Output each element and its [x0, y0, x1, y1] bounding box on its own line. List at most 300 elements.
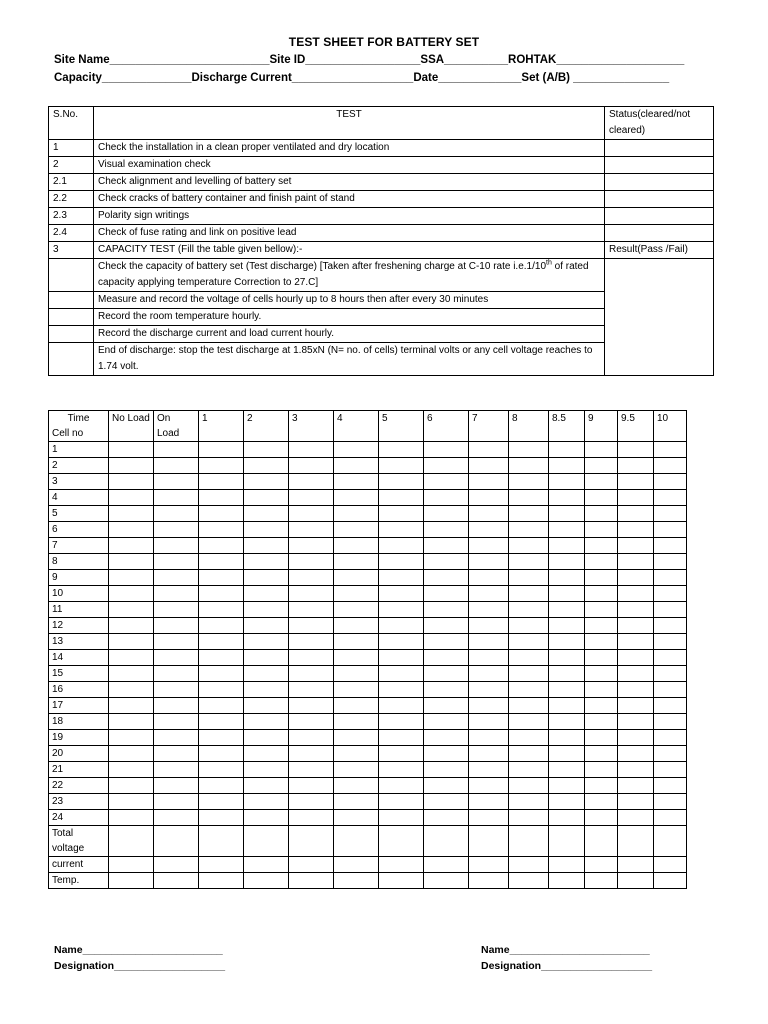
grid-entry-cell[interactable]	[585, 730, 618, 746]
grid-entry-cell[interactable]	[654, 730, 687, 746]
grid-entry-cell[interactable]	[509, 490, 549, 506]
grid-entry-cell[interactable]	[379, 873, 424, 889]
grid-entry-cell[interactable]	[585, 570, 618, 586]
grid-entry-cell[interactable]	[424, 602, 469, 618]
grid-entry-cell[interactable]	[154, 714, 199, 730]
grid-entry-cell[interactable]	[424, 762, 469, 778]
grid-entry-cell[interactable]	[654, 554, 687, 570]
grid-entry-cell[interactable]	[469, 746, 509, 762]
grid-entry-cell[interactable]	[424, 794, 469, 810]
grid-entry-cell[interactable]	[469, 682, 509, 698]
grid-entry-cell[interactable]	[654, 522, 687, 538]
grid-entry-cell[interactable]	[154, 490, 199, 506]
grid-entry-cell[interactable]	[244, 554, 289, 570]
grid-entry-cell[interactable]	[379, 746, 424, 762]
grid-entry-cell[interactable]	[109, 857, 154, 873]
grid-entry-cell[interactable]	[549, 570, 585, 586]
grid-entry-cell[interactable]	[509, 634, 549, 650]
grid-entry-cell[interactable]	[154, 634, 199, 650]
grid-entry-cell[interactable]	[244, 778, 289, 794]
grid-entry-cell[interactable]	[549, 810, 585, 826]
grid-entry-cell[interactable]	[469, 458, 509, 474]
grid-entry-cell[interactable]	[244, 730, 289, 746]
grid-entry-cell[interactable]	[469, 618, 509, 634]
grid-entry-cell[interactable]	[334, 618, 379, 634]
grid-entry-cell[interactable]	[334, 746, 379, 762]
grid-entry-cell[interactable]	[549, 522, 585, 538]
grid-entry-cell[interactable]	[109, 602, 154, 618]
grid-entry-cell[interactable]	[585, 474, 618, 490]
grid-entry-cell[interactable]	[289, 570, 334, 586]
grid-entry-cell[interactable]	[289, 873, 334, 889]
grid-entry-cell[interactable]	[334, 810, 379, 826]
grid-entry-cell[interactable]	[334, 857, 379, 873]
grid-entry-cell[interactable]	[509, 538, 549, 554]
grid-entry-cell[interactable]	[109, 730, 154, 746]
grid-entry-cell[interactable]	[654, 458, 687, 474]
grid-entry-cell[interactable]	[109, 458, 154, 474]
grid-entry-cell[interactable]	[199, 666, 244, 682]
grid-entry-cell[interactable]	[109, 666, 154, 682]
grid-entry-cell[interactable]	[654, 714, 687, 730]
grid-entry-cell[interactable]	[424, 474, 469, 490]
grid-entry-cell[interactable]	[654, 762, 687, 778]
grid-entry-cell[interactable]	[654, 490, 687, 506]
grid-entry-cell[interactable]	[585, 666, 618, 682]
grid-entry-cell[interactable]	[424, 522, 469, 538]
grid-entry-cell[interactable]	[334, 506, 379, 522]
grid-entry-cell[interactable]	[379, 762, 424, 778]
grid-entry-cell[interactable]	[244, 826, 289, 857]
grid-entry-cell[interactable]	[109, 618, 154, 634]
grid-entry-cell[interactable]	[549, 634, 585, 650]
grid-entry-cell[interactable]	[289, 490, 334, 506]
grid-entry-cell[interactable]	[154, 570, 199, 586]
grid-entry-cell[interactable]	[509, 586, 549, 602]
grid-entry-cell[interactable]	[424, 826, 469, 857]
grid-entry-cell[interactable]	[334, 474, 379, 490]
grid-entry-cell[interactable]	[199, 506, 244, 522]
grid-entry-cell[interactable]	[289, 714, 334, 730]
grid-entry-cell[interactable]	[618, 698, 654, 714]
grid-entry-cell[interactable]	[585, 714, 618, 730]
grid-entry-cell[interactable]	[199, 778, 244, 794]
grid-entry-cell[interactable]	[654, 778, 687, 794]
grid-entry-cell[interactable]	[244, 586, 289, 602]
grid-entry-cell[interactable]	[618, 618, 654, 634]
grid-entry-cell[interactable]	[585, 586, 618, 602]
grid-entry-cell[interactable]	[509, 873, 549, 889]
grid-entry-cell[interactable]	[424, 538, 469, 554]
grid-entry-cell[interactable]	[469, 714, 509, 730]
grid-entry-cell[interactable]	[469, 826, 509, 857]
grid-entry-cell[interactable]	[154, 474, 199, 490]
grid-entry-cell[interactable]	[654, 826, 687, 857]
grid-entry-cell[interactable]	[289, 506, 334, 522]
grid-entry-cell[interactable]	[199, 826, 244, 857]
grid-entry-cell[interactable]	[585, 602, 618, 618]
grid-entry-cell[interactable]	[424, 714, 469, 730]
grid-entry-cell[interactable]	[289, 666, 334, 682]
grid-entry-cell[interactable]	[379, 458, 424, 474]
grid-entry-cell[interactable]	[379, 857, 424, 873]
grid-entry-cell[interactable]	[244, 570, 289, 586]
grid-entry-cell[interactable]	[334, 666, 379, 682]
grid-entry-cell[interactable]	[509, 698, 549, 714]
grid-entry-cell[interactable]	[654, 857, 687, 873]
grid-entry-cell[interactable]	[585, 554, 618, 570]
grid-entry-cell[interactable]	[618, 746, 654, 762]
grid-entry-cell[interactable]	[289, 554, 334, 570]
grid-entry-cell[interactable]	[509, 474, 549, 490]
grid-entry-cell[interactable]	[154, 538, 199, 554]
grid-entry-cell[interactable]	[585, 810, 618, 826]
grid-entry-cell[interactable]	[154, 554, 199, 570]
grid-entry-cell[interactable]	[509, 442, 549, 458]
grid-entry-cell[interactable]	[379, 794, 424, 810]
grid-entry-cell[interactable]	[549, 506, 585, 522]
grid-entry-cell[interactable]	[585, 746, 618, 762]
grid-entry-cell[interactable]	[469, 602, 509, 618]
grid-entry-cell[interactable]	[424, 506, 469, 522]
grid-entry-cell[interactable]	[549, 490, 585, 506]
grid-entry-cell[interactable]	[289, 810, 334, 826]
grid-entry-cell[interactable]	[289, 746, 334, 762]
grid-entry-cell[interactable]	[549, 714, 585, 730]
grid-entry-cell[interactable]	[509, 682, 549, 698]
grid-entry-cell[interactable]	[379, 442, 424, 458]
grid-entry-cell[interactable]	[509, 730, 549, 746]
grid-entry-cell[interactable]	[424, 554, 469, 570]
grid-entry-cell[interactable]	[585, 650, 618, 666]
grid-entry-cell[interactable]	[154, 666, 199, 682]
grid-entry-cell[interactable]	[549, 618, 585, 634]
grid-entry-cell[interactable]	[469, 474, 509, 490]
grid-entry-cell[interactable]	[618, 586, 654, 602]
grid-entry-cell[interactable]	[618, 490, 654, 506]
grid-entry-cell[interactable]	[379, 650, 424, 666]
grid-entry-cell[interactable]	[618, 826, 654, 857]
grid-entry-cell[interactable]	[109, 586, 154, 602]
grid-entry-cell[interactable]	[469, 522, 509, 538]
grid-entry-cell[interactable]	[244, 522, 289, 538]
grid-entry-cell[interactable]	[424, 490, 469, 506]
grid-entry-cell[interactable]	[199, 554, 244, 570]
grid-entry-cell[interactable]	[244, 698, 289, 714]
grid-entry-cell[interactable]	[618, 522, 654, 538]
grid-entry-cell[interactable]	[549, 682, 585, 698]
grid-entry-cell[interactable]	[109, 490, 154, 506]
grid-entry-cell[interactable]	[334, 554, 379, 570]
grid-entry-cell[interactable]	[109, 474, 154, 490]
grid-entry-cell[interactable]	[549, 650, 585, 666]
grid-entry-cell[interactable]	[585, 634, 618, 650]
grid-entry-cell[interactable]	[379, 730, 424, 746]
grid-entry-cell[interactable]	[289, 650, 334, 666]
grid-entry-cell[interactable]	[379, 682, 424, 698]
grid-entry-cell[interactable]	[618, 794, 654, 810]
grid-entry-cell[interactable]	[424, 746, 469, 762]
grid-entry-cell[interactable]	[549, 586, 585, 602]
grid-entry-cell[interactable]	[109, 714, 154, 730]
grid-entry-cell[interactable]	[289, 602, 334, 618]
grid-entry-cell[interactable]	[244, 873, 289, 889]
grid-entry-cell[interactable]	[154, 506, 199, 522]
grid-entry-cell[interactable]	[109, 746, 154, 762]
grid-entry-cell[interactable]	[379, 810, 424, 826]
grid-entry-cell[interactable]	[289, 682, 334, 698]
grid-entry-cell[interactable]	[289, 474, 334, 490]
grid-entry-cell[interactable]	[109, 506, 154, 522]
grid-entry-cell[interactable]	[334, 586, 379, 602]
grid-entry-cell[interactable]	[509, 506, 549, 522]
grid-entry-cell[interactable]	[154, 873, 199, 889]
grid-entry-cell[interactable]	[109, 682, 154, 698]
grid-entry-cell[interactable]	[199, 602, 244, 618]
grid-entry-cell[interactable]	[199, 762, 244, 778]
grid-entry-cell[interactable]	[334, 794, 379, 810]
grid-entry-cell[interactable]	[289, 857, 334, 873]
grid-entry-cell[interactable]	[199, 794, 244, 810]
grid-entry-cell[interactable]	[654, 570, 687, 586]
grid-entry-cell[interactable]	[424, 650, 469, 666]
grid-entry-cell[interactable]	[109, 698, 154, 714]
grid-entry-cell[interactable]	[469, 810, 509, 826]
grid-entry-cell[interactable]	[289, 458, 334, 474]
grid-entry-cell[interactable]	[509, 618, 549, 634]
grid-entry-cell[interactable]	[109, 634, 154, 650]
grid-entry-cell[interactable]	[549, 873, 585, 889]
grid-entry-cell[interactable]	[289, 538, 334, 554]
grid-entry-cell[interactable]	[549, 442, 585, 458]
grid-entry-cell[interactable]	[469, 634, 509, 650]
grid-entry-cell[interactable]	[585, 698, 618, 714]
grid-entry-cell[interactable]	[334, 442, 379, 458]
grid-entry-cell[interactable]	[244, 762, 289, 778]
grid-entry-cell[interactable]	[199, 474, 244, 490]
grid-entry-cell[interactable]	[154, 586, 199, 602]
grid-entry-cell[interactable]	[585, 682, 618, 698]
grid-entry-cell[interactable]	[199, 586, 244, 602]
grid-entry-cell[interactable]	[379, 506, 424, 522]
grid-entry-cell[interactable]	[244, 634, 289, 650]
grid-entry-cell[interactable]	[109, 873, 154, 889]
grid-entry-cell[interactable]	[549, 458, 585, 474]
grid-entry-cell[interactable]	[654, 873, 687, 889]
grid-entry-cell[interactable]	[379, 634, 424, 650]
grid-entry-cell[interactable]	[509, 666, 549, 682]
grid-entry-cell[interactable]	[469, 538, 509, 554]
grid-entry-cell[interactable]	[199, 634, 244, 650]
grid-entry-cell[interactable]	[154, 857, 199, 873]
grid-entry-cell[interactable]	[244, 490, 289, 506]
grid-entry-cell[interactable]	[244, 474, 289, 490]
grid-entry-cell[interactable]	[199, 458, 244, 474]
grid-entry-cell[interactable]	[289, 826, 334, 857]
grid-entry-cell[interactable]	[379, 602, 424, 618]
grid-entry-cell[interactable]	[334, 778, 379, 794]
grid-entry-cell[interactable]	[549, 762, 585, 778]
grid-entry-cell[interactable]	[109, 810, 154, 826]
grid-entry-cell[interactable]	[549, 730, 585, 746]
grid-entry-cell[interactable]	[334, 522, 379, 538]
grid-entry-cell[interactable]	[244, 458, 289, 474]
grid-entry-cell[interactable]	[379, 570, 424, 586]
grid-entry-cell[interactable]	[109, 554, 154, 570]
grid-entry-cell[interactable]	[618, 458, 654, 474]
grid-entry-cell[interactable]	[334, 730, 379, 746]
grid-entry-cell[interactable]	[618, 778, 654, 794]
grid-entry-cell[interactable]	[509, 778, 549, 794]
grid-entry-cell[interactable]	[154, 602, 199, 618]
grid-entry-cell[interactable]	[585, 442, 618, 458]
grid-entry-cell[interactable]	[244, 714, 289, 730]
grid-entry-cell[interactable]	[469, 442, 509, 458]
grid-entry-cell[interactable]	[379, 538, 424, 554]
grid-entry-cell[interactable]	[379, 490, 424, 506]
grid-entry-cell[interactable]	[424, 857, 469, 873]
grid-entry-cell[interactable]	[199, 650, 244, 666]
grid-entry-cell[interactable]	[469, 650, 509, 666]
grid-entry-cell[interactable]	[469, 490, 509, 506]
grid-entry-cell[interactable]	[509, 746, 549, 762]
grid-entry-cell[interactable]	[424, 634, 469, 650]
grid-entry-cell[interactable]	[289, 730, 334, 746]
grid-entry-cell[interactable]	[109, 570, 154, 586]
grid-entry-cell[interactable]	[244, 538, 289, 554]
grid-entry-cell[interactable]	[549, 602, 585, 618]
grid-entry-cell[interactable]	[199, 522, 244, 538]
grid-entry-cell[interactable]	[509, 650, 549, 666]
grid-entry-cell[interactable]	[199, 538, 244, 554]
grid-entry-cell[interactable]	[424, 570, 469, 586]
grid-entry-cell[interactable]	[109, 522, 154, 538]
grid-entry-cell[interactable]	[334, 570, 379, 586]
grid-entry-cell[interactable]	[654, 810, 687, 826]
grid-entry-cell[interactable]	[654, 586, 687, 602]
grid-entry-cell[interactable]	[424, 698, 469, 714]
grid-entry-cell[interactable]	[509, 458, 549, 474]
grid-entry-cell[interactable]	[379, 714, 424, 730]
grid-entry-cell[interactable]	[618, 666, 654, 682]
grid-entry-cell[interactable]	[289, 698, 334, 714]
grid-entry-cell[interactable]	[244, 650, 289, 666]
grid-entry-cell[interactable]	[509, 857, 549, 873]
grid-entry-cell[interactable]	[244, 857, 289, 873]
grid-entry-cell[interactable]	[509, 794, 549, 810]
grid-entry-cell[interactable]	[289, 762, 334, 778]
grid-entry-cell[interactable]	[585, 458, 618, 474]
grid-entry-cell[interactable]	[379, 826, 424, 857]
grid-entry-cell[interactable]	[199, 873, 244, 889]
grid-entry-cell[interactable]	[334, 698, 379, 714]
grid-entry-cell[interactable]	[469, 873, 509, 889]
grid-entry-cell[interactable]	[424, 682, 469, 698]
grid-entry-cell[interactable]	[154, 746, 199, 762]
grid-entry-cell[interactable]	[585, 826, 618, 857]
grid-entry-cell[interactable]	[618, 682, 654, 698]
grid-entry-cell[interactable]	[549, 826, 585, 857]
grid-entry-cell[interactable]	[469, 506, 509, 522]
grid-entry-cell[interactable]	[379, 554, 424, 570]
grid-entry-cell[interactable]	[549, 474, 585, 490]
grid-entry-cell[interactable]	[334, 826, 379, 857]
grid-entry-cell[interactable]	[654, 666, 687, 682]
grid-entry-cell[interactable]	[549, 857, 585, 873]
grid-entry-cell[interactable]	[424, 730, 469, 746]
grid-entry-cell[interactable]	[618, 810, 654, 826]
grid-entry-cell[interactable]	[199, 490, 244, 506]
grid-entry-cell[interactable]	[424, 442, 469, 458]
grid-entry-cell[interactable]	[154, 618, 199, 634]
grid-entry-cell[interactable]	[154, 522, 199, 538]
grid-entry-cell[interactable]	[549, 794, 585, 810]
grid-entry-cell[interactable]	[244, 810, 289, 826]
grid-entry-cell[interactable]	[154, 826, 199, 857]
grid-entry-cell[interactable]	[654, 634, 687, 650]
grid-entry-cell[interactable]	[469, 762, 509, 778]
grid-entry-cell[interactable]	[618, 602, 654, 618]
grid-entry-cell[interactable]	[199, 746, 244, 762]
grid-entry-cell[interactable]	[379, 666, 424, 682]
grid-entry-cell[interactable]	[199, 730, 244, 746]
grid-entry-cell[interactable]	[424, 873, 469, 889]
grid-entry-cell[interactable]	[154, 762, 199, 778]
grid-entry-cell[interactable]	[334, 490, 379, 506]
grid-entry-cell[interactable]	[654, 442, 687, 458]
grid-entry-cell[interactable]	[469, 554, 509, 570]
grid-entry-cell[interactable]	[424, 810, 469, 826]
grid-entry-cell[interactable]	[289, 618, 334, 634]
grid-entry-cell[interactable]	[289, 778, 334, 794]
grid-entry-cell[interactable]	[109, 442, 154, 458]
grid-entry-cell[interactable]	[154, 458, 199, 474]
grid-entry-cell[interactable]	[618, 650, 654, 666]
grid-entry-cell[interactable]	[334, 634, 379, 650]
grid-entry-cell[interactable]	[585, 873, 618, 889]
grid-entry-cell[interactable]	[424, 458, 469, 474]
grid-entry-cell[interactable]	[585, 538, 618, 554]
grid-entry-cell[interactable]	[334, 873, 379, 889]
grid-entry-cell[interactable]	[244, 602, 289, 618]
grid-entry-cell[interactable]	[154, 794, 199, 810]
grid-entry-cell[interactable]	[585, 762, 618, 778]
grid-entry-cell[interactable]	[549, 538, 585, 554]
grid-entry-cell[interactable]	[509, 826, 549, 857]
grid-entry-cell[interactable]	[109, 762, 154, 778]
grid-entry-cell[interactable]	[654, 506, 687, 522]
grid-entry-cell[interactable]	[154, 698, 199, 714]
grid-entry-cell[interactable]	[654, 474, 687, 490]
grid-entry-cell[interactable]	[379, 698, 424, 714]
grid-entry-cell[interactable]	[154, 650, 199, 666]
grid-entry-cell[interactable]	[244, 442, 289, 458]
grid-entry-cell[interactable]	[334, 682, 379, 698]
grid-entry-cell[interactable]	[469, 570, 509, 586]
grid-entry-cell[interactable]	[549, 746, 585, 762]
grid-entry-cell[interactable]	[244, 794, 289, 810]
grid-entry-cell[interactable]	[424, 666, 469, 682]
grid-entry-cell[interactable]	[334, 762, 379, 778]
grid-entry-cell[interactable]	[509, 762, 549, 778]
grid-entry-cell[interactable]	[199, 442, 244, 458]
grid-entry-cell[interactable]	[109, 650, 154, 666]
grid-entry-cell[interactable]	[469, 666, 509, 682]
grid-entry-cell[interactable]	[509, 810, 549, 826]
grid-entry-cell[interactable]	[334, 650, 379, 666]
grid-entry-cell[interactable]	[618, 442, 654, 458]
grid-entry-cell[interactable]	[109, 826, 154, 857]
